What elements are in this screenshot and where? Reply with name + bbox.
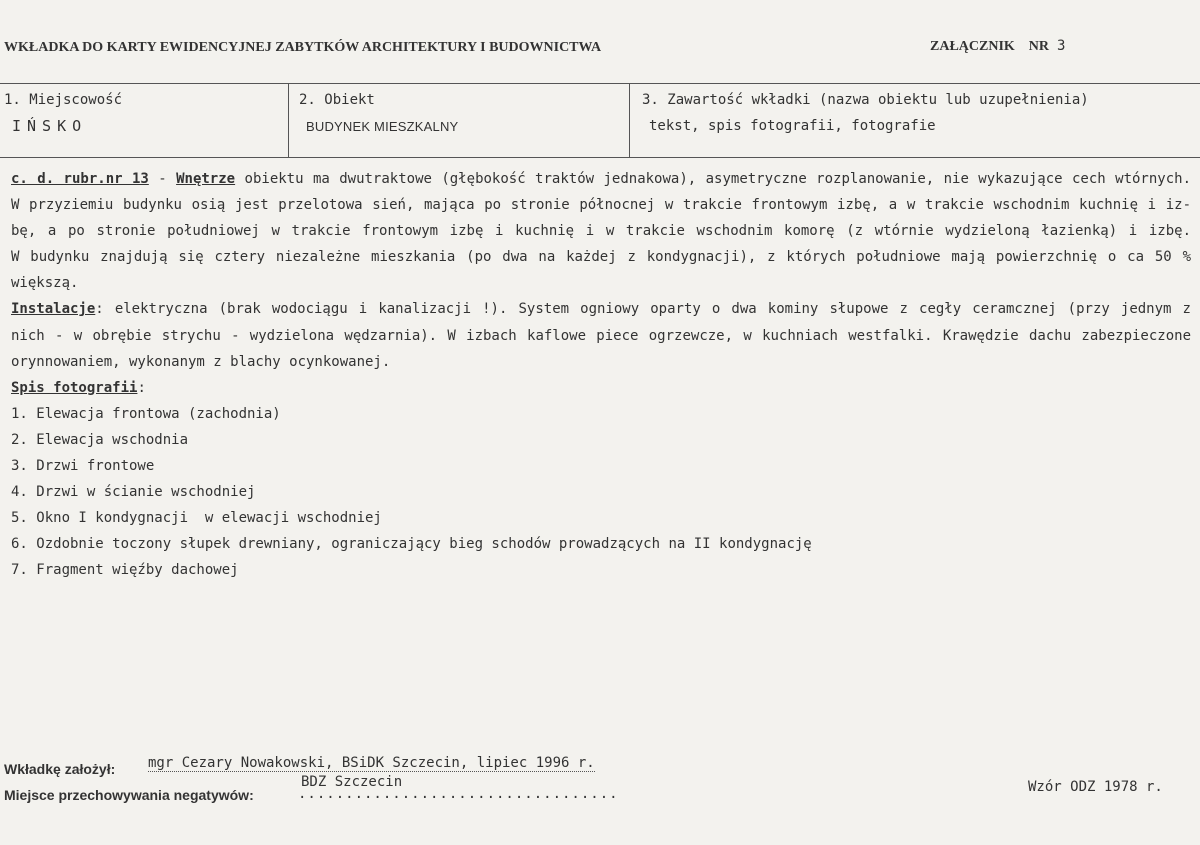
list-item: 1. Elewacja frontowa (zachodnia) <box>11 405 281 422</box>
interior-line-3: bę, a po stronie południowej w trakcie frontowym izbę i kuchnię i w trakcie wschodnim komorę (z wtórnie wydzieloną łazienką) i izbę. <box>11 223 1191 240</box>
place-value: IŃSKO <box>12 117 88 135</box>
photos-heading-colon: : <box>137 379 146 396</box>
interior-line-5: większą. <box>11 275 79 292</box>
table-top-border <box>0 83 1200 84</box>
founder-label: Wkładkę założył: <box>4 761 116 777</box>
object-value: BUDYNEK MIESZKALNY <box>306 119 459 134</box>
rubr-reference: c. d. rubr.nr 13 <box>11 171 149 187</box>
interior-line-2: W przyziemiu budynku osią jest przelotowa sień, mająca po stronie północnej w trakcie frontowym izbę, a w trakcie wschodnim kuchnię i iz- <box>11 197 1191 214</box>
photos-heading: Spis fotografii <box>11 379 138 396</box>
installations-line-2: nich - w obrębie strychu - wydzielona wędzarnia). W izbach kaflowe piece ogrzewcze, w kuchniach westfalki. Krawędzie dachu zabezpieczone <box>11 327 1191 344</box>
installations-text-0: : elektryczna (brak wodociągu i kanalizacji !). System ogniowy oparty o dwa kominy słupowe z cegły ceramcznej (przy jednym z <box>95 301 1191 318</box>
list-item: 6. Ozdobnie toczony słupek drewniany, ograniczający bieg schodów prowadzących na II kondygnację <box>11 536 812 553</box>
content-value: tekst, spis fotografii, fotografie <box>649 118 936 134</box>
negatives-label: Miejsce przechowywania negatywów: <box>4 787 254 803</box>
interior-text-0: obiektu ma dwutraktowe (głębokość traktów jednakowa), asymetryczne rozplanowanie, nie wykazujące cech wtórnych. <box>235 171 1191 187</box>
form-template-note: Wzór ODZ 1978 r. <box>1028 779 1163 795</box>
interior-line-4: W budynku znajdują się cztery niezależne mieszkania (po dwa na każdej z kondygnacji), z których południowe mają powierzchnię o ca 50 % <box>11 249 1191 266</box>
list-item: 4. Drzwi w ścianie wschodniej <box>11 484 256 501</box>
column-divider-1 <box>288 84 289 157</box>
annex-label-text: ZAŁĄCZNIK NR <box>930 39 1050 54</box>
annex-label <box>930 38 1065 55</box>
annex-number: 3 <box>1057 38 1066 54</box>
negatives-value: BDZ Szczecin <box>301 774 403 790</box>
photo-list <box>11 401 1191 584</box>
object-label: 2. Obiekt <box>299 92 375 108</box>
photos-heading-line <box>11 375 1191 401</box>
column-divider-2 <box>629 84 630 157</box>
installations-line-1 <box>11 296 1191 322</box>
interior-line-1 <box>11 166 1191 192</box>
list-item: 7. Fragment więźby dachowej <box>11 562 239 579</box>
table-bottom-border <box>0 157 1200 158</box>
list-item: 3. Drzwi frontowe <box>11 458 155 475</box>
document-title: WKŁADKA DO KARTY EWIDENCYJNEJ ZABYTKÓW ARCHITEKTURY I BUDOWNICTWA <box>4 40 602 55</box>
founder-value: mgr Cezary Nowakowski, BSiDK Szczecin, lipiec 1996 r. <box>148 755 595 771</box>
list-item: 5. Okno I kondygnacji w elewacji wschodniej <box>11 510 382 527</box>
installations-heading: Instalacje <box>11 301 96 318</box>
installations-line-3: orynnowaniem, wykonanym z blachy ocynkowanej. <box>11 353 391 370</box>
negatives-dots: .................................. <box>298 786 619 802</box>
content-label: 3. Zawartość wkładki (nazwa obiektu lub uzupełnienia) <box>642 92 1089 108</box>
place-label: 1. Miejscowość <box>4 92 123 108</box>
document-body <box>11 166 1191 584</box>
interior-heading: Wnętrze <box>176 171 236 187</box>
list-item: 2. Elewacja wschodnia <box>11 431 189 448</box>
rubr-dash: - <box>148 171 177 187</box>
